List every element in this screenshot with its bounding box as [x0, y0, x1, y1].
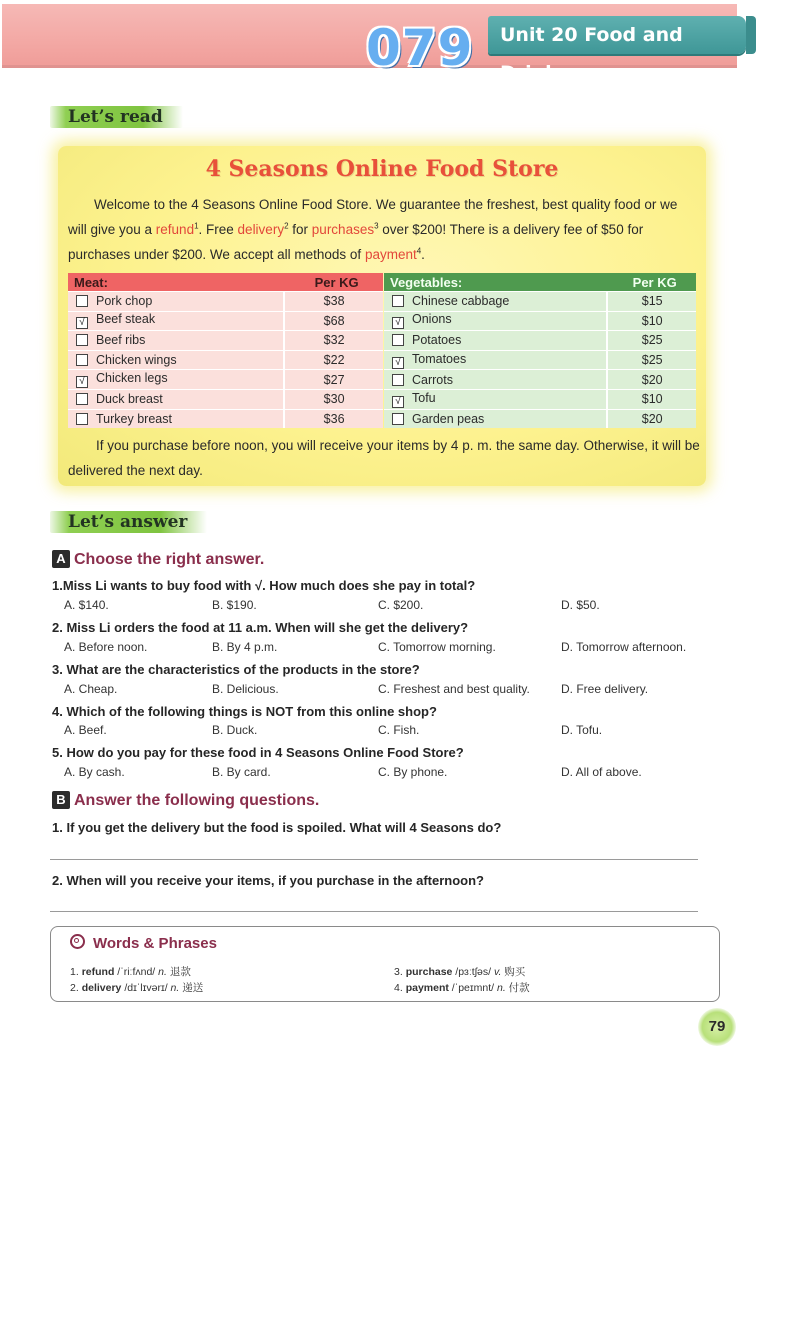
item-name: Chicken wings [96, 353, 177, 368]
item-price: $38 [284, 292, 383, 312]
vocab-item: 2. delivery /dɪˈlɪvərɪ/ n. 递送 [70, 982, 204, 994]
item-name: Pork chop [96, 294, 153, 309]
question-2: 2. Miss Li orders the food at 11 a.m. When will she get the delivery? [52, 620, 469, 635]
option-a[interactable]: A. Cheap. [64, 682, 118, 696]
open-question-2: 2. When will you receive your items, if you purchase in the afternoon? [52, 873, 484, 888]
item-name: Tofu [412, 390, 436, 405]
unit-number: 079 [366, 19, 474, 77]
item-name: Chicken legs [96, 371, 168, 386]
meat-per-kg-header: Per KG [284, 273, 383, 292]
item-price: $27 [284, 370, 383, 390]
part-b-badge: B [52, 791, 70, 809]
item-name: Beef steak [96, 312, 156, 327]
option-d[interactable]: D. Tomorrow afternoon. [561, 640, 687, 654]
item-name: Turkey breast [96, 411, 172, 426]
word-purchases: purchases [311, 222, 375, 237]
table-row [68, 331, 383, 351]
question-5-options [64, 765, 744, 781]
outro-paragraph: If you purchase before noon, you will receive your items by 4 p. m. the same day. Otherwise, it will be delivered the next day. [68, 438, 700, 478]
checkbox[interactable]: √ [392, 357, 404, 369]
checkbox[interactable]: √ [76, 376, 88, 388]
item-name: Onions [412, 312, 452, 327]
item-price: $22 [284, 350, 383, 370]
item-name: Duck breast [96, 392, 163, 407]
item-name: Tomatoes [412, 351, 467, 366]
vocab-item: 3. purchase /pɜːtʃəs/ v. 购买 [394, 966, 526, 978]
item-price: $10 [607, 389, 696, 409]
option-c[interactable]: C. By phone. [378, 765, 448, 779]
checkbox[interactable]: √ [392, 396, 404, 408]
checkbox[interactable] [76, 413, 88, 425]
question-5: 5. How do you pay for these food in 4 Seasons Online Food Store? [52, 745, 464, 760]
table-row [384, 350, 696, 370]
checkbox[interactable] [76, 295, 88, 307]
question-2-options [64, 640, 744, 656]
option-c[interactable]: C. $200. [378, 598, 424, 612]
veg-per-kg-header: Per KG [607, 273, 696, 292]
question-4: 4. Which of the following things is NOT from this online shop? [52, 704, 437, 719]
lets-answer-label: Let’s answer [50, 511, 207, 533]
table-row [68, 292, 383, 312]
lets-read-label: Let’s read [50, 106, 183, 128]
item-price: $10 [607, 311, 696, 331]
checkbox[interactable] [392, 334, 404, 346]
option-b[interactable]: B. By card. [212, 765, 271, 779]
vegetables-header: Vegetables: [384, 273, 607, 292]
words-phrases-title: Words & Phrases [70, 934, 217, 952]
item-price: $20 [607, 409, 696, 428]
item-price: $25 [607, 331, 696, 351]
table-row [68, 389, 383, 409]
table-row [384, 331, 696, 351]
item-price: $30 [284, 389, 383, 409]
option-b[interactable]: B. $190. [212, 598, 257, 612]
part-a-heading: A Choose the right answer. [52, 549, 264, 571]
vegetables-price-table [384, 273, 696, 428]
store-title: 4 Seasons Online Food Store [205, 156, 559, 182]
option-b[interactable]: B. Delicious. [212, 682, 279, 696]
vocab-item: 1. refund /ˈriːfʌnd/ n. 退款 [70, 966, 191, 978]
page-number: 79 [698, 1008, 736, 1046]
table-row [384, 389, 696, 409]
option-a[interactable]: A. Before noon. [64, 640, 148, 654]
table-row [68, 409, 383, 428]
item-price: $15 [607, 292, 696, 312]
option-a[interactable]: A. By cash. [64, 765, 125, 779]
question-1: 1.Miss Li wants to buy food with √. How much does she pay in total? [52, 578, 476, 593]
table-row [384, 292, 696, 312]
answer-line-1[interactable] [50, 859, 698, 860]
unit-title-ribbon: Unit 20 Food and Drink [488, 16, 746, 54]
question-4-options [64, 723, 744, 739]
table-row [384, 370, 696, 390]
table-row [384, 311, 696, 331]
item-name: Chinese cabbage [412, 294, 510, 309]
item-name: Beef ribs [96, 333, 146, 348]
checkbox[interactable] [76, 354, 88, 366]
vocab-item: 4. payment /ˈpeɪmnt/ n. 付款 [394, 982, 530, 994]
option-b[interactable]: B. Duck. [212, 723, 258, 737]
table-row [68, 311, 383, 331]
word-payment: payment [364, 247, 417, 262]
checkbox[interactable] [76, 393, 88, 405]
part-b-heading: B Answer the following questions. [52, 790, 319, 812]
question-3: 3. What are the characteristics of the products in the store? [52, 662, 420, 677]
option-c[interactable]: C. Freshest and best quality. [378, 682, 530, 696]
item-price: $25 [607, 350, 696, 370]
meat-header: Meat: [68, 273, 284, 292]
table-row [384, 409, 696, 428]
question-1-options [64, 598, 744, 614]
intro-paragraph: Welcome to the 4 Seasons Online Food Store. We guarantee the freshest, best quality food or we will give you a refund$^1$. Free delivery$^2$ for purchases$^3$ over $200! There is a delivery fee of $50 for purchases under $200. We accept all methods of payment$^4$. [68, 197, 678, 262]
checkbox[interactable] [392, 413, 404, 425]
item-price: $36 [284, 409, 383, 428]
option-c[interactable]: C. Tomorrow morning. [378, 640, 496, 654]
part-a-badge: A [52, 550, 70, 568]
item-price: $20 [607, 370, 696, 390]
checkbox[interactable]: √ [392, 317, 404, 329]
open-question-1: 1. If you get the delivery but the food is spoiled. What will 4 Seasons do? [52, 820, 502, 835]
checkbox[interactable]: √ [76, 317, 88, 329]
item-price: $68 [284, 311, 383, 331]
answer-line-2[interactable] [50, 911, 698, 912]
option-b[interactable]: B. By 4 p.m. [212, 640, 278, 654]
option-a[interactable]: A. Beef. [64, 723, 107, 737]
option-d[interactable]: D. Free delivery. [561, 682, 649, 696]
item-name: Garden peas [412, 411, 485, 426]
option-d[interactable]: D. Tofu. [561, 723, 603, 737]
item-price: $32 [284, 331, 383, 351]
table-row [68, 370, 383, 390]
target-icon [70, 934, 85, 949]
question-3-options [64, 682, 744, 698]
meat-price-table [68, 273, 383, 428]
option-d[interactable]: D. All of above. [561, 765, 642, 779]
table-row [68, 350, 383, 370]
word-refund: refund [155, 222, 195, 237]
item-name: Carrots [412, 372, 453, 387]
checkbox[interactable] [392, 374, 404, 386]
item-name: Potatoes [412, 333, 462, 348]
checkbox[interactable] [76, 334, 88, 346]
word-delivery: delivery [237, 222, 285, 237]
option-c[interactable]: C. Fish. [378, 723, 420, 737]
option-d[interactable]: D. $50. [561, 598, 600, 612]
checkbox[interactable] [392, 295, 404, 307]
option-a[interactable]: A. $140. [64, 598, 109, 612]
